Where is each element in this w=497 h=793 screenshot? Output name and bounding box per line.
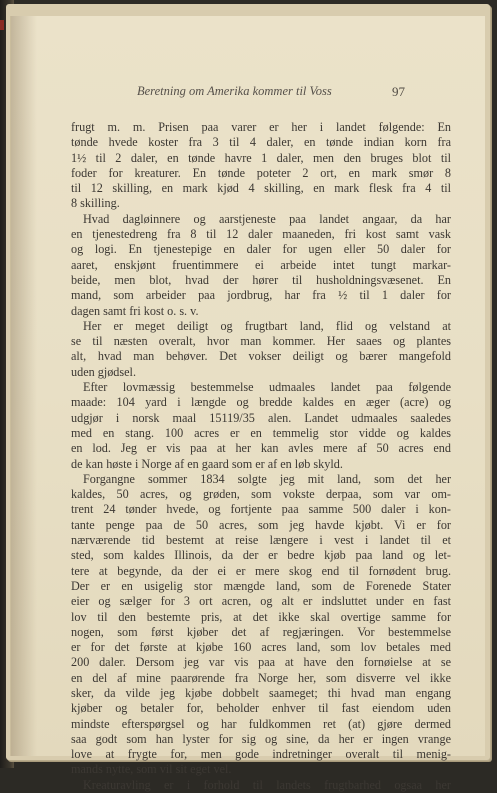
page-gutter-shadow [11,16,37,756]
text-line: Hvad dagløinnere og aarstjeneste paa landet angaar, da har [83,211,451,226]
text-line: de kan høste i Norge af en gaard som er af en løb skyld. [71,456,343,471]
text-line: kjøber og betaler for, beholder enhver til fast eiendom uden [71,701,451,716]
text-line: en del af mine paarørende fra Norge her, som disverre vel ikke [71,670,451,685]
text-line: nogen, som først kjøber det af regjæringen. Vor bestemmelse [71,624,451,639]
page-number: 97 [392,84,405,99]
text-line: og logi. En tjenestepige en daler for ugen eller 50 daler for [71,242,451,257]
text-line: saa godt som han lyster for sig og sine, da her er ingen vrange [71,731,451,746]
text-line: sted, som kaldes Illinois, da der er bedre kjøb paa land og let- [71,548,451,563]
text-line: trent 24 tønder hvede, og fortjente paa samme 500 daler i kon- [71,502,451,517]
text-line: tere at begynde, da der ei er mere skog end til fornødent brug. [71,563,451,578]
text-line: frugt m. m. Prisen paa varer er her i landet følgende: En [71,120,451,134]
page-header [11,84,485,104]
text-line: dagen samt fri kost o. s. v. [71,303,199,318]
text-line: tante penge paa de 50 acres, som jeg havde kjøbt. Vi er for [71,517,451,532]
running-head: Beretning om Amerika kommer til Voss [137,84,332,98]
text-line: med en stang. 100 acres er en temmelig stor vidde og kaldes [71,425,451,440]
text-line: aaret, enskjønt fruentimmere ei arbeide intet tungt markar- [71,257,451,272]
text-line: 200 daler. Dersom jeg var vis paa at have den fornøielse at se [71,655,451,670]
text-line: 8 skilling. [71,196,120,211]
text-line: foder for kreaturer. En tønde poteter 2 ort, en mark smør 8 [71,165,451,180]
text-line: uden gjødsel. [71,364,136,379]
text-line: lov til den bestemte pris, at det ikke skal overtige samme for [71,609,451,624]
text-line: beide, men blot, hvad der hører til husholdningsvæsenet. En [71,272,451,287]
text-line: til 12 skilling, en mark kjød 4 skilling, en mark flesk fra 4 til [71,181,451,196]
text-line: Der er en usigelig stor mængde land, som de Forenede Stater [71,578,451,593]
text-line: Efter lovmæssig bestemmelse udmaales landet paa følgende [83,380,451,395]
book-page [10,16,485,792]
text-line: love at frygte for, men gode indretninger overalt til menig- [71,747,451,762]
text-line: maade: 104 yard i længde og bredde kaldes en æger (acre) og [71,395,451,410]
text-line: se til næsten overalt, hvor man kommer. Her saaes og plantes [71,334,451,349]
body-text [71,120,451,793]
text-line: en lod. Jeg er vis paa at her kan avles mere af 50 acres end [71,441,451,456]
text-line: eier og sælger for 3 ort acren, og alt er indsluttet under en fast [71,594,451,609]
text-line: en tjenestedreng fra 8 til 12 daler maaneden, fri kost samt vask [71,227,451,242]
text-line: mindste efterspørgsel og har fuldkommen ret (at) gjøre dermed [71,716,451,731]
text-line: mands nytte, som vil sit eget vel. [71,762,232,777]
text-line: Kreaturavling er i forhold til landets frugtbarhed ogsaa her [83,777,451,792]
text-line: Forgangne sommer 1834 solgte jeg mit land, som det her [83,471,451,486]
text-line: 1½ til 2 daler, en tønde havre 1 daler, men den bruges blot til [71,150,451,165]
text-line: tønde hvede koster fra 3 til 4 daler, en tønde indian korn fra [71,135,451,150]
text-line: Her er meget deiligt og frugtbart land, flid og velstand at [83,318,451,333]
text-line: kaldes, 50 acres, og grøden, som vokste derpaa, som var om- [71,487,451,502]
text-line: sker, da vilde jeg kjøbe dobbelt saameget; thi hvad man engang [71,685,451,700]
bookmark-ribbon [0,20,4,30]
text-line: mand, som arbeider paa jordbrug, har fra ½ til 1 daler for [71,288,451,303]
text-line: alt, hvad man behøver. Det vokser deiligt og bærer mangefold [71,349,451,364]
text-line: nærværende tid bestemt at reise længere i vest i landet til et [71,533,451,548]
text-line: er for det første at kjøbe 160 acres land, som lov betales med [71,640,451,655]
text-line: udgjør i norsk maal 15119/35 alen. Landet udmaales saaledes [71,410,451,425]
